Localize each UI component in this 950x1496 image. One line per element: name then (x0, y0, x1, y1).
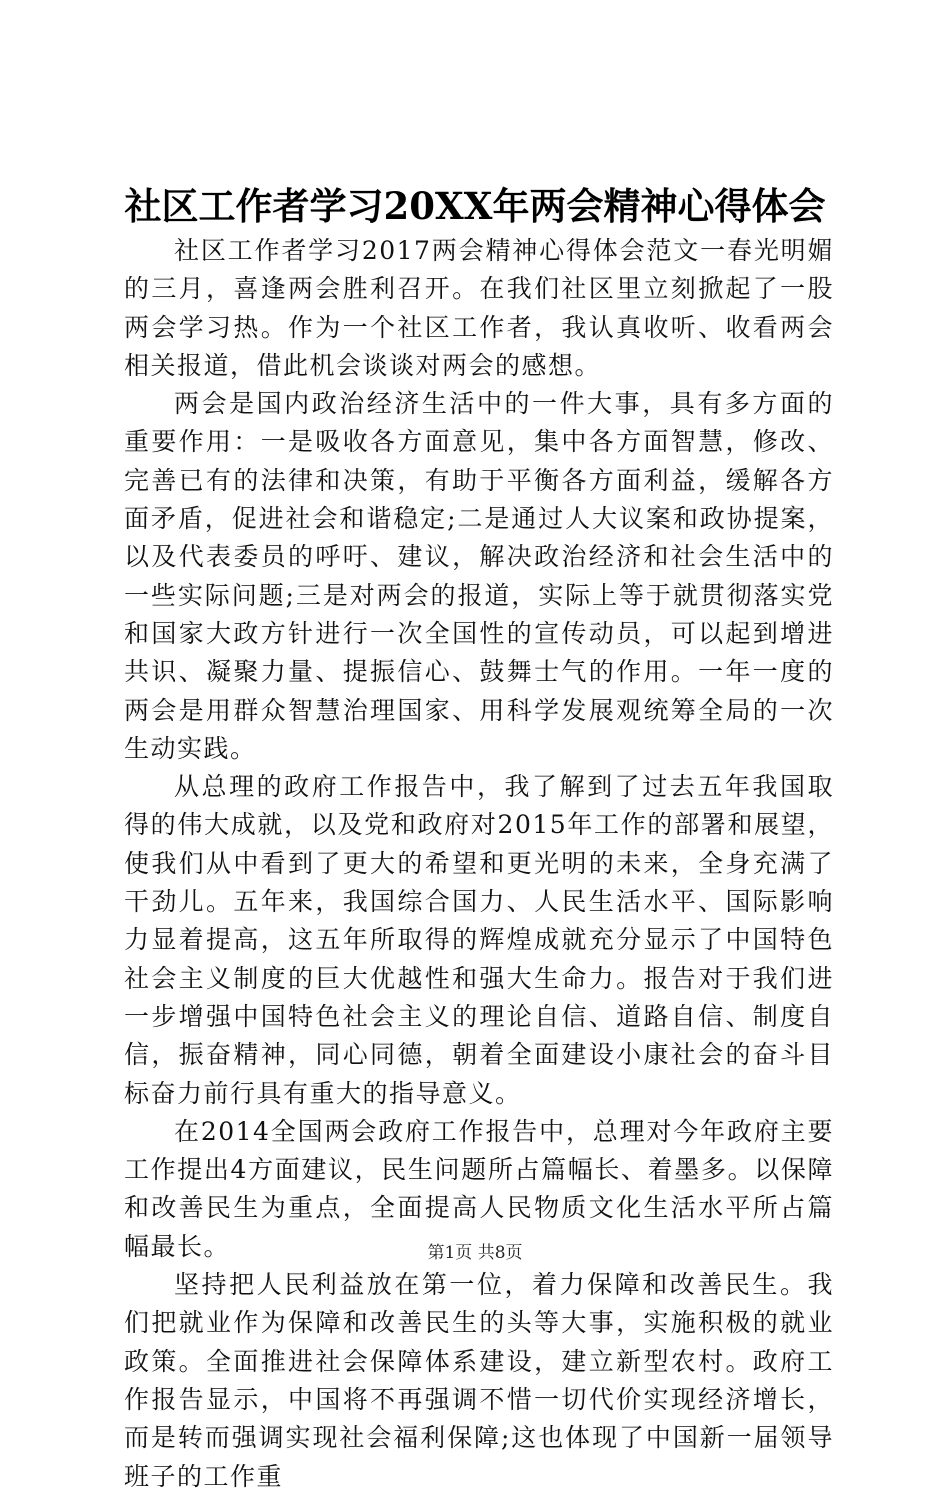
paragraph: 坚持把人民利益放在第一位，着力保障和改善民生。我们把就业作为保障和改善民生的头等大事，实施积极的就业政策。全面推进社会保障体系建设，建立新型农村。政府工作报告显示，中国将不再强调不惜一切代价实现经济增长，而是转而强调实现社会福利保障;这也体现了中国新一届领导班子的工作重 (124, 1270, 834, 1491)
paragraph: 在2014全国两会政府工作报告中，总理对今年政府主要工作提出4方面建议，民生问题所占篇幅长、着墨多。以保障和改善民生为重点，全面提高人民物质文化生活水平所占篇幅最长。 (124, 1116, 834, 1261)
paragraph: 社区工作者学习2017两会精神心得体会范文一春光明媚的三月，喜逢两会胜利召开。在我们社区里立刻掀起了一股两会学习热。作为一个社区工作者，我认真收听、收看两会相关报道，借此机会谈谈对两会的感想。 (124, 236, 834, 380)
paragraph: 从总理的政府工作报告中，我了解到了过去五年我国取得的伟大成就，以及党和政府对2015年工作的部署和展望，使我们从中看到了更大的希望和更光明的未来，全身充满了干劲儿。五年来，我国综合国力、人民生活水平、国际影响力显着提高，这五年所取得的辉煌成就充分显示了中国特色社会主义制度的巨大优越性和强大生命力。报告对于我们进一步增强中国特色社会主义的理论自信、道路自信、制度自信，振奋精神，同心同德，朝着全面建设小康社会的奋斗目标奋力前行具有重大的指导意义。 (124, 772, 834, 1108)
document-body (124, 232, 834, 1496)
paragraph: 两会是国内政治经济生活中的一件大事，具有多方面的重要作用：一是吸收各方面意见，集中各方面智慧，修改、完善已有的法律和决策，有助于平衡各方面利益，缓解各方面矛盾，促进社会和谐稳定;二是通过人大议案和政协提案，以及代表委员的呼吁、建议，解决政治经济和社会生活中的一些实际问题;三是对两会的报道，实际上等于就贯彻落实党和国家大政方针进行一次全国性的宣传动员，可以起到增进共识、凝聚力量、提振信心、鼓舞士气的作用。一年一度的两会是用群众智慧治理国家、用科学发展观统筹全局的一次生动实践。 (124, 389, 834, 763)
page-footer (0, 1241, 950, 1265)
page-number: 第1页 共8页 (427, 1243, 523, 1263)
document-title: 社区工作者学习20XX年两会精神心得体会 (124, 184, 826, 228)
